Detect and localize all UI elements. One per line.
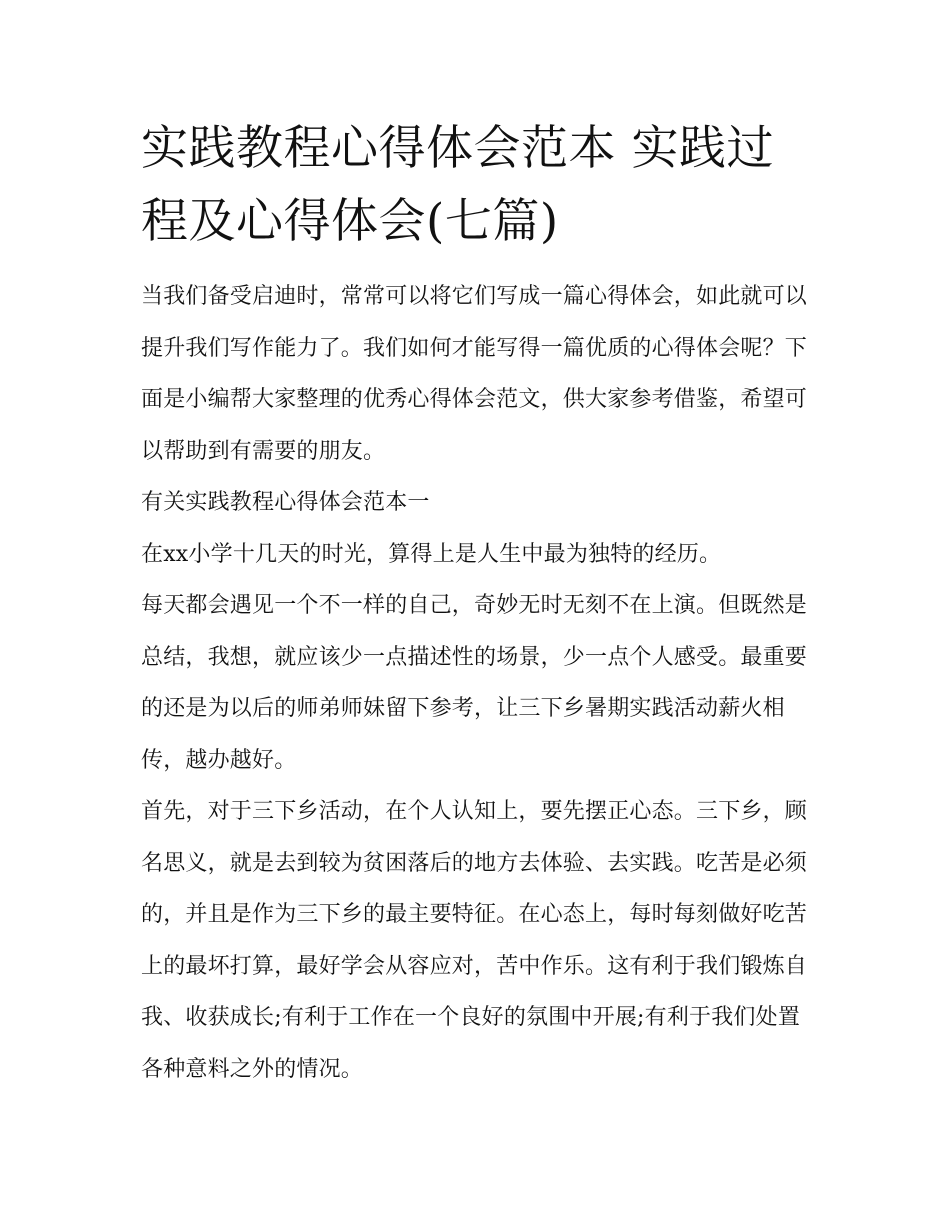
document-content: [141, 112, 813, 1095]
body-paragraph: 在xx小学十几天的时光，算得上是人生中最为独特的经历。: [141, 541, 722, 567]
body-paragraph: 首先，对于三下乡活动，在个人认知上，要先摆正心态。三下乡，顾名思义，就是去到较为贫困落后的地方去体验、去实践。吃苦是必须的，并且是作为三下乡的最主要特征。在心态上，每时每刻做好吃苦上的最坏打算，最好学会从容应对，苦中作乐。这有利于我们锻炼自我、收获成长;有利于工作在一个良好的氛围中开展;有利于我们处置各种意料之外的情况。: [141, 799, 808, 1082]
document-title: 实践教程心得体会范本 实践过程及心得体会(七篇): [141, 121, 774, 249]
body-paragraph: 每天都会遇见一个不一样的自己，奇妙无时无刻不在上演。但既然是总结，我想，就应该少一点描述性的场景，少一点个人感受。最重要的还是为以后的师弟师妹留下参考，让三下乡暑期实践活动薪火相传，越办越好。: [141, 593, 808, 773]
section-heading: 有关实践教程心得体会范本一: [141, 490, 430, 515]
intro-paragraph: 当我们备受启迪时，常常可以将它们写成一篇心得体会，如此就可以提升我们写作能力了。我们如何才能写得一篇优质的心得体会呢？下面是小编帮大家整理的优秀心得体会范文，供大家参考借鉴，希望可以帮助到有需要的朋友。: [141, 284, 808, 464]
document-body: [141, 271, 813, 1095]
